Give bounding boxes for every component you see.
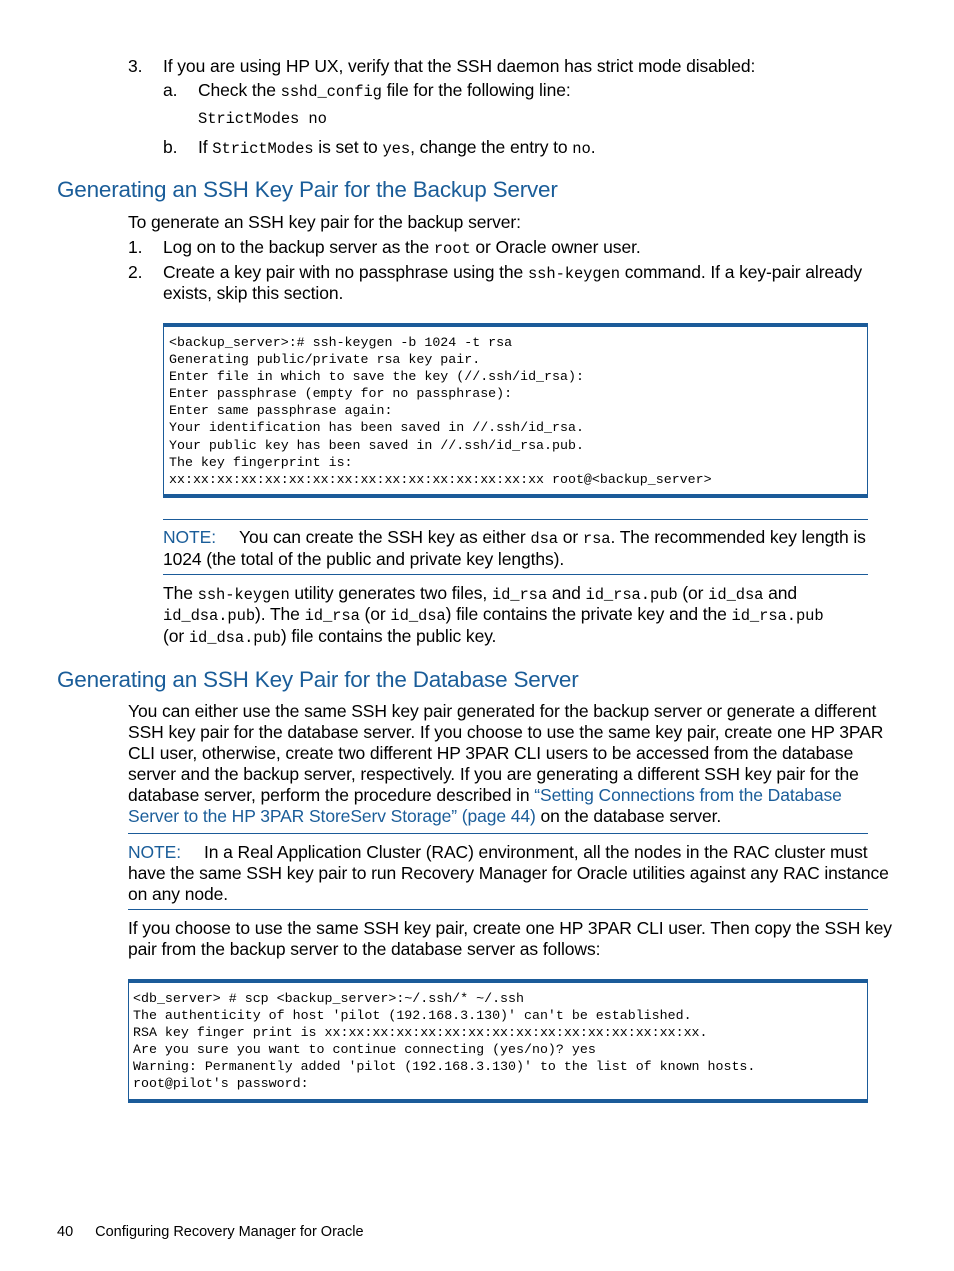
copy-para-line2: pair from the backup server to the database server as follows: bbox=[128, 939, 601, 959]
inline-code: dsa bbox=[530, 530, 558, 548]
files-para-line3: (or id_dsa.pub) file contains the public key. bbox=[163, 626, 497, 647]
db-para-line6: Server to the HP 3PAR StoreServ Storage” (page 44) on the database server. bbox=[128, 806, 722, 826]
page-number: 40 bbox=[57, 1224, 74, 1240]
step-2: 2. Create a key pair with no passphrase using the ssh-keygen command. If a key-pair already bbox=[128, 262, 862, 283]
note-label: NOTE: bbox=[163, 527, 216, 547]
substep-label: a. bbox=[163, 80, 178, 100]
note-rule-bottom bbox=[163, 574, 868, 575]
db-para-line5: database server, perform the procedure described in “Setting Connections from the Database bbox=[128, 785, 842, 805]
code-block-text: <backup_server>:# ssh-keygen -b 1024 -t rsa Generating public/private rsa key pair. Enter file in which to save the key (//.ssh/id_rsa): Enter passphrase (empty for no passphrase): Enter same passphrase again: Your identification has been saved in //.ssh/id_rsa. Your public key has been saved in //.ssh/id_rsa.pub. The key fingerprint is: xx:xx:xx:xx:xx:xx:xx:xx:xx:xx:xx:xx:xx:xx:xx:xx root@<backup_server> bbox=[169, 335, 712, 487]
chapter-title: Configuring Recovery Manager for Oracle bbox=[95, 1224, 364, 1240]
step-1: 1. Log on to the backup server as the root or Oracle owner user. bbox=[128, 237, 641, 258]
note-rule-top bbox=[128, 833, 868, 834]
note-rule-bottom bbox=[128, 909, 868, 910]
step-text: If you are using HP UX, verify that the SSH daemon has strict mode disabled: bbox=[163, 56, 756, 76]
note-rac-line2: have the same SSH key pair to run Recovery Manager for Oracle utilities against any RAC instance bbox=[128, 863, 889, 883]
step-number: 2. bbox=[128, 262, 143, 282]
step-number: 1. bbox=[128, 237, 143, 257]
code-line-strictmodes: StrictModes no bbox=[198, 110, 327, 128]
cross-reference-link[interactable]: “Setting Connections from the Database bbox=[534, 785, 842, 805]
db-para-line2: SSH key pair for the database server. If you choose to use the same key pair, create one HP 3PAR bbox=[128, 722, 884, 742]
db-para-line1: You can either use the same SSH key pair generated for the backup server or generate a different bbox=[128, 701, 877, 721]
step-3b: b. If StrictModes is set to yes, change the entry to no. bbox=[163, 137, 596, 158]
section-heading-backup: Generating an SSH Key Pair for the Backup Server bbox=[57, 177, 558, 202]
note-rac-line3: on any node. bbox=[128, 884, 228, 904]
step-2-continued: exists, skip this section. bbox=[163, 283, 344, 303]
section-heading-database: Generating an SSH Key Pair for the Database Server bbox=[57, 667, 579, 692]
code-block-ssh-keygen bbox=[163, 323, 868, 498]
files-para-line2: id_dsa.pub). The id_rsa (or id_dsa) file contains the private key and the id_rsa.pub bbox=[163, 604, 824, 625]
page-footer bbox=[57, 1223, 364, 1241]
files-para-line1: The ssh-keygen utility generates two files, id_rsa and id_rsa.pub (or id_dsa and bbox=[163, 583, 798, 604]
inline-code: sshd_config bbox=[280, 83, 382, 101]
db-para-line4: server and the backup server, respectively. If you are generating a different SSH key pair for the bbox=[128, 764, 859, 784]
note-rac: NOTE: In a Real Application Cluster (RAC) environment, all the nodes in the RAC cluster must bbox=[128, 842, 868, 862]
intro-text: To generate an SSH key pair for the backup server: bbox=[128, 212, 521, 232]
inline-code: root bbox=[433, 240, 471, 258]
inline-code: no bbox=[572, 140, 591, 158]
cross-reference-link-continued[interactable]: Server to the HP 3PAR StoreServ Storage” (page 44) bbox=[128, 806, 536, 826]
note-keytype-line2: 1024 (the total of the public and private key lengths). bbox=[163, 549, 565, 569]
code-block-text: <db_server> # scp <backup_server>:~/.ssh/* ~/.ssh The authenticity of host 'pilot (192.168.3.130)' can't be established. RSA key finger print is xx:xx:xx:xx:xx:xx:xx:xx:xx:xx:xx:xx:xx:xx:xx:xx. Are you sure you want to continue connecting (yes/no)? yes Warning: Permanently added 'pilot (192.168.3.130)' to the list of known hosts. root@pilot's password: bbox=[133, 991, 756, 1092]
inline-code: ssh-keygen bbox=[527, 265, 620, 283]
note-label: NOTE: bbox=[128, 842, 181, 862]
db-para-line3: CLI user, otherwise, create two different HP 3PAR CLI users to be accessed from the database bbox=[128, 743, 854, 763]
step-3a: a. Check the sshd_config file for the following line: bbox=[163, 80, 571, 101]
inline-code: yes bbox=[382, 140, 411, 158]
substep-label: b. bbox=[163, 137, 178, 157]
step-3 bbox=[128, 56, 755, 77]
inline-code: rsa bbox=[582, 530, 611, 548]
code-block-scp bbox=[128, 979, 868, 1103]
note-rule-top bbox=[163, 519, 868, 520]
step-number: 3. bbox=[128, 56, 143, 76]
inline-code: StrictModes bbox=[212, 140, 314, 158]
copy-para-line1: If you choose to use the same SSH key pair, create one HP 3PAR CLI user. Then copy the SSH key bbox=[128, 918, 892, 938]
note-keytype: NOTE: You can create the SSH key as either dsa or rsa. The recommended key length is bbox=[163, 527, 866, 548]
